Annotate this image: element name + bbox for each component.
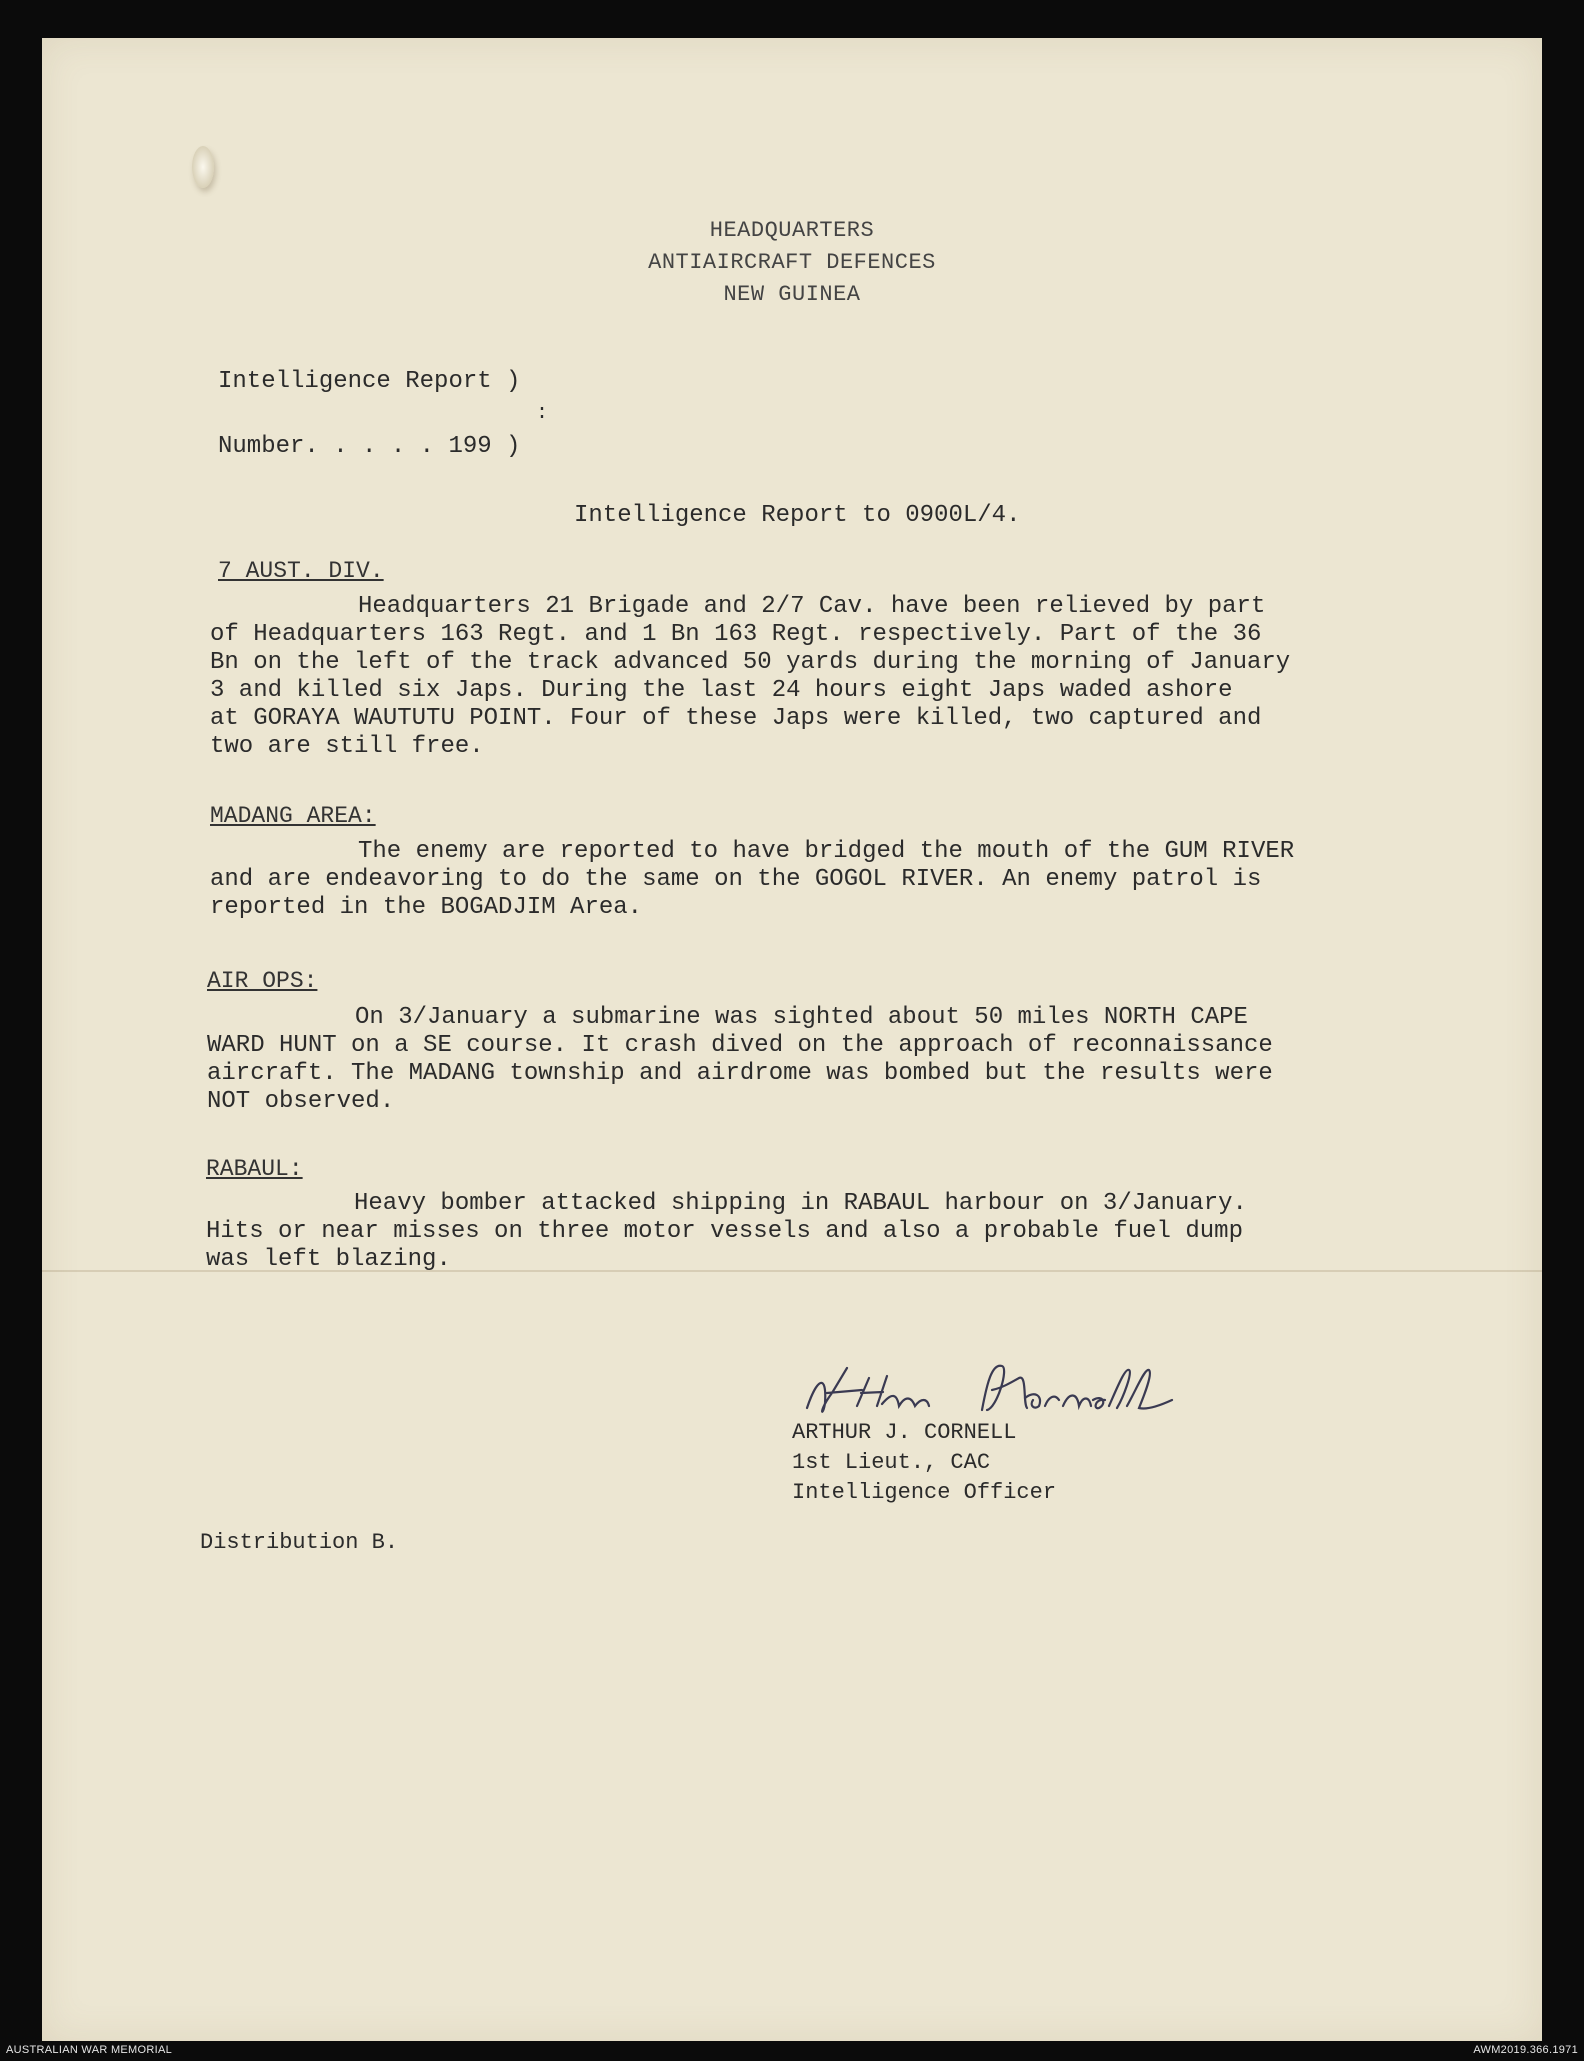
body-line: NOT observed. bbox=[207, 1088, 395, 1115]
body-line: reported in the BOGADJIM Area. bbox=[210, 894, 643, 921]
punch-hole bbox=[192, 146, 214, 188]
body-line: was left blazing. bbox=[206, 1246, 451, 1273]
distribution: Distribution B. bbox=[200, 1530, 399, 1555]
section-heading: 7 AUST. DIV. bbox=[218, 558, 384, 584]
body-line: Heavy bomber attacked shipping in RABAUL harbour on 3/January. bbox=[354, 1190, 1247, 1217]
signature-stroke bbox=[807, 1368, 862, 1412]
body-line: Hits or near misses on three motor vessels and also a probable fuel dump bbox=[206, 1218, 1243, 1245]
body-line: of Headquarters 163 Regt. and 1 Bn 163 Regt. respectively. Part of the 36 bbox=[210, 621, 1262, 648]
body-line: The enemy are reported to have bridged the mouth of the GUM RIVER bbox=[358, 838, 1295, 865]
section-body bbox=[210, 838, 1294, 922]
report-ref-line-2: Number. . . . . 199 ) bbox=[218, 433, 521, 460]
signature-stroke bbox=[982, 1366, 1027, 1410]
signatory-name: ARTHUR J. CORNELL bbox=[792, 1420, 1017, 1445]
body-line: On 3/January a submarine was sighted about 50 miles NORTH CAPE bbox=[355, 1004, 1248, 1031]
report-ref-line-1: Intelligence Report ) bbox=[218, 368, 521, 395]
letterhead-line-2: ANTIAIRCRAFT DEFENCES bbox=[648, 250, 936, 275]
report-title: Intelligence Report to 0900L/4. bbox=[574, 502, 1021, 529]
body-line: and are endeavoring to do the same on the GOGOL RIVER. An enemy patrol is bbox=[210, 866, 1262, 893]
signatory-title: Intelligence Officer bbox=[792, 1480, 1057, 1505]
document-page bbox=[42, 38, 1542, 2041]
signature-stroke bbox=[1025, 1394, 1091, 1407]
signatory-rank: 1st Lieut., CAC bbox=[792, 1450, 991, 1475]
body-line: WARD HUNT on a SE course. It crash dived on the approach of reconnaissance bbox=[207, 1032, 1273, 1059]
footer-accession-number: AWM2019.366.1971 bbox=[1473, 2044, 1578, 2056]
section-heading: AIR OPS: bbox=[207, 968, 318, 994]
section-body bbox=[207, 1004, 1273, 1116]
signature-stroke bbox=[857, 1376, 929, 1406]
section-body bbox=[210, 593, 1290, 761]
footer-archive-name: AUSTRALIAN WAR MEMORIAL bbox=[6, 2044, 173, 2056]
section-heading: MADANG AREA: bbox=[210, 803, 376, 829]
letterhead-line-1: HEADQUARTERS bbox=[709, 218, 875, 243]
letterhead-line-3: NEW GUINEA bbox=[723, 282, 861, 307]
section-body bbox=[206, 1190, 1247, 1274]
body-line: 3 and killed six Japs. During the last 24 hours eight Japs waded ashore bbox=[210, 677, 1233, 704]
signature-stroke bbox=[1093, 1370, 1172, 1409]
body-line: at GORAYA WAUTUTU POINT. Four of these Japs were killed, two captured and bbox=[210, 705, 1262, 732]
body-line: Headquarters 21 Brigade and 2/7 Cav. have been relieved by part bbox=[358, 593, 1266, 620]
section-heading: RABAUL: bbox=[206, 1156, 303, 1182]
body-line: two are still free. bbox=[210, 733, 484, 760]
body-line: Bn on the left of the track advanced 50 yards during the morning of January bbox=[210, 649, 1291, 676]
report-ref-colon: : bbox=[536, 402, 549, 425]
body-line: aircraft. The MADANG township and airdrome was bombed but the results were bbox=[207, 1060, 1273, 1087]
